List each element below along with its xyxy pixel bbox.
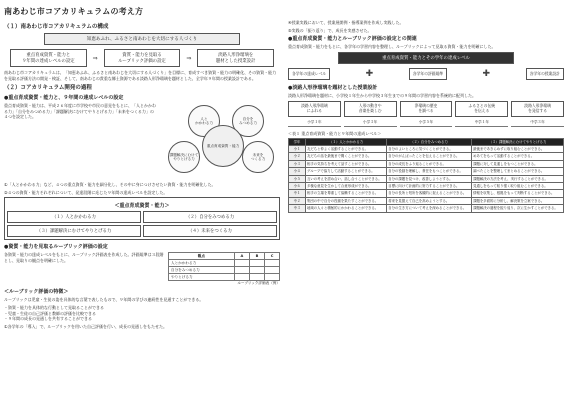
mini-td: [249, 260, 264, 267]
goal-item: （１）人とかかわる力: [7, 211, 141, 223]
right-column: [288, 20, 564, 394]
progression-box: 各学年の授業設計: [526, 68, 564, 80]
center-circle: 重点育成資質・能力: [202, 125, 244, 167]
table-cell: 課題解決の方法を考え、実行することができる。: [472, 175, 564, 182]
grade-cell: 小６: [289, 183, 306, 190]
grade-label: 小学５年: [400, 120, 453, 127]
mini-td: [265, 274, 280, 281]
table-header: 学年: [289, 138, 306, 145]
table-header-row: [289, 138, 564, 145]
left-column: [4, 20, 280, 394]
bullet: ・９年間の成長の見通しを共有することができる: [4, 316, 92, 322]
goal-item: （３）課題解決にむけてやりとげる力: [7, 225, 141, 237]
table-cell: 自分の長所と短所を客観的に捉えることができる。: [387, 190, 472, 197]
grade-cell: 小２: [289, 153, 306, 160]
grade-row: [288, 120, 564, 127]
table-cell: 友だちと仲よく活動することができる。: [306, 145, 387, 152]
mini-td: やりとげる力: [169, 274, 235, 281]
paragraph: ①「人とかかわる力」など、４つの重点資質・能力を細分化し、その中に身につけさせたい資質・能力を明確化した。: [4, 182, 216, 188]
table-cell: 自分の成長をふり返ることができる。: [387, 160, 472, 167]
table-row: [289, 145, 564, 152]
table-row: [289, 197, 564, 204]
vision-box: 知恵あふれ、ふるさと南あわじを大切にする人づくり: [44, 33, 240, 45]
goal-item: （２）自分をみつめる力: [143, 211, 277, 223]
table-cell: 自分の生き方について考えを深めることができる。: [387, 205, 472, 212]
goals-grid: [7, 211, 277, 237]
mini-td: [249, 274, 264, 281]
paragraph: ルーブリックは児童・生徒の姿を具体的な言葉で表したもので、９年間の学びの連続性を見通すことができる。: [4, 297, 204, 303]
grade-cell: 小４: [289, 168, 306, 175]
circle-future: 未来を つくる力: [242, 141, 274, 173]
table-row: [289, 153, 564, 160]
circle-solve: 課題解決にむけて やりとげる力: [168, 141, 200, 173]
mini-th: 観点: [169, 253, 235, 260]
table-header: （３）課題解決にむけてやりとげる力: [472, 138, 564, 145]
mini-table: [168, 252, 280, 281]
table-cell: 課題を多面的に分析し、解決策を立案できる。: [472, 197, 564, 204]
flow-step: ふるさとの伝統 を伝える: [455, 101, 508, 116]
paragraph: ⑤実践の「振り返り」で、成長を実感させた。: [288, 27, 372, 33]
table-cell: 課題に対して見通しをもつことができる。: [472, 160, 564, 167]
circle-self: 自分を みつめる力: [232, 105, 264, 137]
table-cell: 自分の課題を見つけ、改善しようとする。: [387, 175, 472, 182]
table-cell: 目標に向けて計画的に努力することができる。: [387, 183, 472, 190]
structure-box-2: 資質・能力を見取る ルーブリック評価の設定: [104, 49, 181, 67]
rubric-mini-table: [168, 252, 280, 286]
mini-th: C: [265, 253, 280, 260]
paragraph: 重点育成資質・能力は、平成２６年度に市学校や市民の意見をもとに、「人とかかわる力」「自分をみつめる力」「課題解決にむけてやりとげる力」「未来をつくる力」の４つを設定した。: [4, 103, 156, 120]
subheading-levels: ●重点育成資質・能力と、９年間の達成レベルの設定: [4, 95, 124, 102]
section-heading-1: （１）南あわじ市コアカリキュラムの構成: [4, 24, 109, 30]
table-cell: 調べたことを整理してまとめることができる。: [472, 168, 564, 175]
plus-icon: ✚: [482, 68, 491, 79]
table-header: （２）自分をみつめる力: [387, 138, 472, 145]
goal-item: （４）未来をつくる力: [143, 225, 277, 237]
table-body: [289, 145, 564, 212]
grade-cell: 中３: [289, 205, 306, 212]
mini-td: [265, 260, 280, 267]
flow-step: 淡路人形浄瑠璃 を発信する: [511, 101, 564, 116]
levels-table: [288, 138, 564, 213]
progression-box: 各学年の評価規準: [409, 68, 447, 80]
arrow-icon: ⇒: [186, 54, 192, 62]
arrow-icon: ⇒: [92, 54, 98, 62]
table-cell: 課題解決の過程を振り返り、次に生かすことができる。: [472, 205, 564, 212]
table-cell: 多様な意見を生かして合意形成ができる。: [306, 183, 387, 190]
competency-diagram: [160, 105, 280, 179]
table-cell: 相手の気持ちを考えて話すことができる。: [306, 160, 387, 167]
grade-cell: 中２: [289, 197, 306, 204]
grade-cell: 小５: [289, 175, 306, 182]
rubric-block: [4, 252, 280, 286]
table-cell: 集団の中で自分の役割を果たすことができる。: [306, 197, 387, 204]
mini-th: B: [249, 253, 264, 260]
mini-td: [265, 267, 280, 274]
grade-cell: 小１: [289, 145, 306, 152]
structure-row: [10, 49, 274, 67]
grade-label: 中学３年: [511, 120, 564, 127]
table-header: （１）人とかかわる力: [306, 138, 387, 145]
bullet: ・資質・能力を具体的な行動として見取ることができる: [4, 304, 104, 310]
table-row: [289, 175, 564, 182]
flow-step: 浄瑠璃の歴史 を調べる: [400, 101, 453, 116]
structure-box-3: 淡路人形浄瑠璃を 題材とした授業設計: [197, 49, 274, 67]
flow-step: 淡路人形浄瑠璃 にふれる: [288, 101, 341, 116]
rubric-features-title: ＜ルーブリック評価の特徴＞: [4, 289, 69, 296]
flow-row: [288, 101, 564, 116]
table-cell: 友だちの話を最後まで聞くことができる。: [306, 153, 387, 160]
subheading-rubric: ●資質・能力を見取るルーブリック評価の設定: [4, 244, 108, 251]
mini-td: [234, 274, 249, 281]
table-cell: グループで協力して活動することができる。: [306, 168, 387, 175]
table-row: [289, 190, 564, 197]
subheading-design: ●淡路人形浄瑠璃を題材とした授業設計: [288, 84, 378, 91]
table-row: [289, 168, 564, 175]
structure-box-1: 重点育成資質・能力と ９年間の達成レベルの設定: [10, 49, 87, 67]
flow-step: 人形の動きや 音楽を楽しむ: [344, 101, 397, 116]
mini-td: [249, 267, 264, 274]
table-row: [289, 183, 564, 190]
grade-label: 小学１年: [288, 120, 341, 127]
mini-th: A: [234, 253, 249, 260]
mini-td: 人とかかわる力: [169, 260, 235, 267]
table-cell: 見通しをもって粘り強く取り組むことができる。: [472, 183, 564, 190]
mini-td: 自分をみつめる力: [169, 267, 235, 274]
goals-title: ＜重点育成資質・能力＞: [114, 203, 170, 210]
table-cell: 自分のがんばったことを伝えることができる。: [387, 153, 472, 160]
subheading-relation: ●重点育成資質・能力とルーブリック評価の設定との関連: [288, 36, 417, 43]
table-label: ルーブリック評価表（例）: [237, 281, 280, 286]
paragraph: ①各学年の「導入」で、ルーブリックを用いた自己評価を行い、成長の見通しをもたせた。: [4, 323, 167, 329]
bullet: ・児童・生徒の自己評価と教師の評価を比較できる: [4, 310, 96, 316]
table-cell: 地域の人々と積極的にかかわることができる。: [306, 205, 387, 212]
table-cell: 互いの考えを認め合い、話し合うことができる。: [306, 175, 387, 182]
table-cell: 相手の立場を尊重して協働することができる。: [306, 190, 387, 197]
document-title: 南あわじ市コアカリキュラムの考え方: [4, 7, 144, 16]
progression-box: 各学年の達成レベル: [288, 68, 330, 80]
grade-label: 中学１年: [455, 120, 508, 127]
mini-td: [234, 260, 249, 267]
table-row: [289, 205, 564, 212]
circle-relate: 人と かかわる力: [188, 105, 220, 137]
table-cell: 自分のよいところに気づくことができる。: [387, 145, 472, 152]
grade-cell: 中１: [289, 190, 306, 197]
plus-icon: ✚: [365, 68, 374, 79]
paragraph: 南あわじ市コアカリキュラムは、「知恵あふれ、ふるさと南あわじを大切にする人づくり」を目標に、育成すべき資質・能力の明確化、その資質・能力を見取る評価方法の開発・検証、そして、南あわじの貴重な郷土資源である淡路人形浄瑠璃を題材とした、全学年９年間の授業設計である。: [4, 70, 277, 81]
table-cell: めあてをもって活動することができる。: [472, 153, 564, 160]
grade-cell: 小３: [289, 160, 306, 167]
paragraph: ②４つの資質・能力それぞれについて、発達段階に応じた９年間の達成レベルを設定した。: [4, 189, 168, 195]
mini-td: [234, 267, 249, 274]
paragraph: 各資質・能力の達成レベルをもとに、ルーブリック評価表を作成した。評価規準は３段階とし、見取りの観点を明確にした。: [4, 252, 164, 263]
core-label-box: 重点育成資質・能力とその学年の達成レベル: [338, 52, 514, 64]
table-cell: 自分の役割を理解し、責任をもつことができる。: [387, 168, 472, 175]
levels-block: [4, 103, 280, 182]
table-caption: ＜表１ 重点育成資質・能力と９年間の達成レベル＞: [288, 130, 382, 136]
paragraph: 重点育成資質・能力をもとに、各学年の学習内容を整理し、ルーブリックによって見取る資質・能力を明確にした。: [288, 44, 496, 50]
table-row: [289, 160, 564, 167]
table-cell: 情報を収集し、根拠をもって判断することができる。: [472, 190, 564, 197]
table-cell: 最後まであきらめずに取り組むことができる。: [472, 145, 564, 152]
grade-label: 小学３年: [344, 120, 397, 127]
section-heading-2: （２）コアカリキュラム開発の過程: [4, 85, 92, 92]
goals-box: [4, 197, 280, 240]
paragraph: 淡路人形浄瑠璃を題材に、小学校１年生から中学校３年生までの９年間の学習内容を系統的に配列した。: [288, 92, 476, 98]
table-cell: 将来を見据えて自己を高めようとする。: [387, 197, 472, 204]
progression-row: [288, 68, 564, 80]
paragraph: ④授業実践において、授業展開例・指導案例を作成し実践した。: [288, 20, 404, 25]
